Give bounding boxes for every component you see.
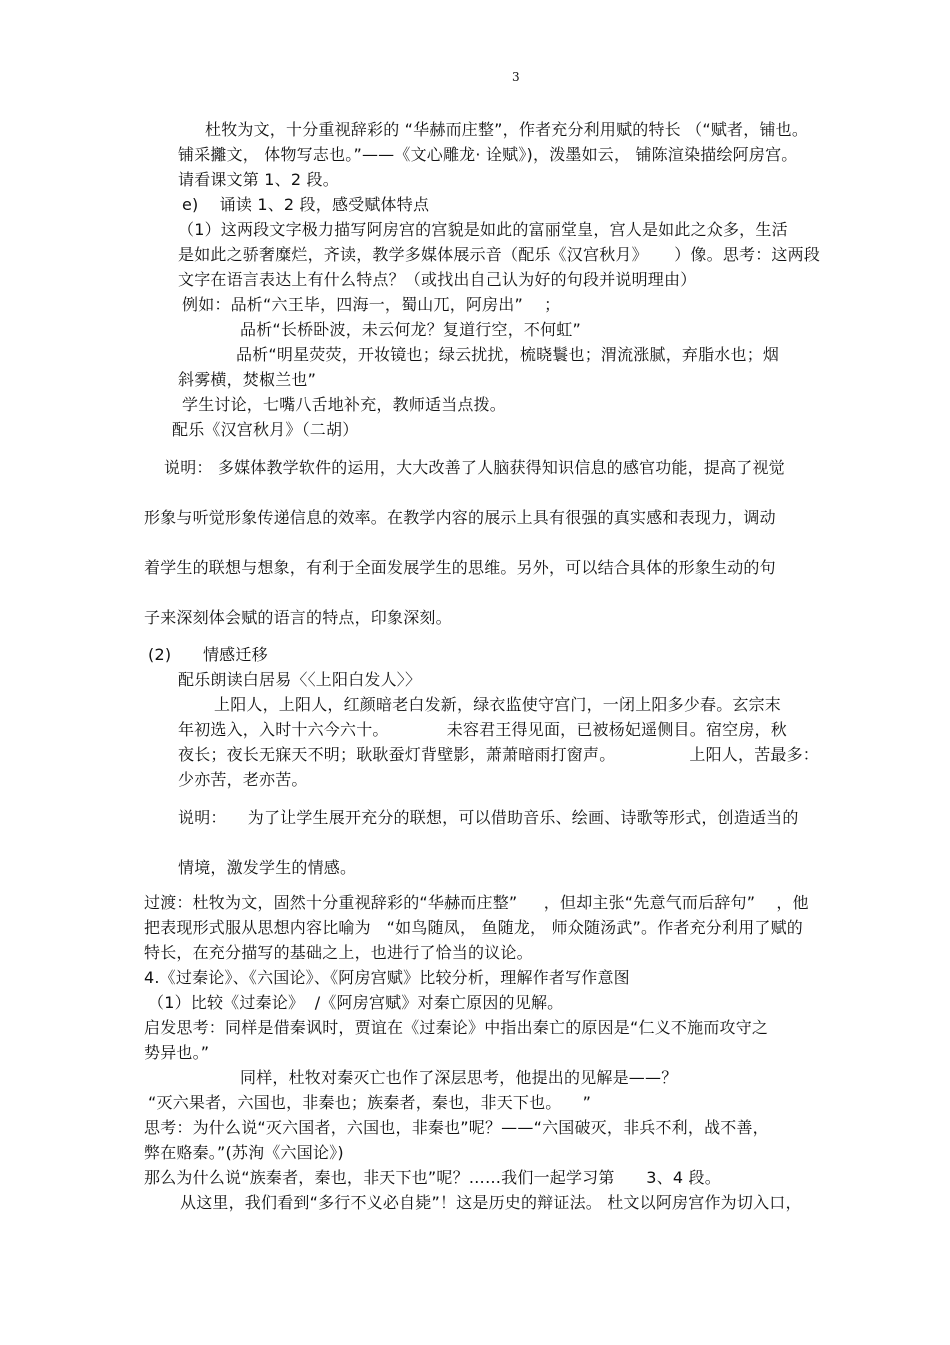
text-line: 铺采攡文， 体物写志也。”——《文心雕龙· 诠赋》)，泼墨如云， 铺陈渲染描绘阿房宫。 xyxy=(178,145,798,164)
text-line: 是如此之骄奢糜烂，齐读，教学多媒体展示音（配乐《汉宫秋月》 ）像。思考：这两段 xyxy=(178,245,821,264)
text-line: “灭六果者，六国也，非秦也；族秦者，秦也，非天下也。 ” xyxy=(148,1093,592,1112)
text-line: 把表现形式服从思想内容比喻为 “如鸟随凤， 鱼随龙， 师众随汤武”。作者充分利用了赋的 xyxy=(144,918,804,937)
text-line: 文字在语言表达上有什么特点？（或找出自己认为好的句段并说明理由） xyxy=(178,270,697,289)
text-line: 配乐《汉宫秋月》（二胡） xyxy=(172,420,359,439)
text-line: 请看课文第 1、2 段。 xyxy=(178,170,339,189)
text-line: 形象与听觉形象传递信息的效率。在教学内容的展示上具有很强的真实感和表现力，调动 xyxy=(144,508,776,527)
poem-line: 上阳人，上阳人，红颜暗老白发新，绿衣监使守宫门，一闭上阳多少春。玄宗末 xyxy=(214,695,782,714)
text-line: （1）这两段文字极力描写阿房宫的宫貌是如此的富丽堂皇，宫人是如此之众多，生活 xyxy=(178,220,788,239)
section-heading: 4.《过秦论》、《六国论》、《阿房宫赋》比较分析，理解作者写作意图 xyxy=(144,968,630,987)
text-line: 斜雾横，焚椒兰也” xyxy=(178,370,317,389)
text-line: 杜牧为文，十分重视辞彩的 “华赫而庄整”，作者充分利用赋的特长 （“赋者，铺也。 xyxy=(205,120,809,139)
text-line: 子来深刻体会赋的语言的特点，印象深刻。 xyxy=(144,608,452,627)
text-line: 势异也。” xyxy=(144,1043,210,1062)
text-line: 那么为什么说“族秦者，秦也，非天下也”呢？……我们一起学习第 3、4 段。 xyxy=(144,1168,721,1187)
text-line: 学生讨论，七嘴八舌地补充，教师适当点拨。 xyxy=(182,395,507,414)
text-line: （1）比较《过秦论》 /《阿房宫赋》对秦亡原因的见解。 xyxy=(148,993,564,1012)
text-line: 例如：品析“六王毕，四海一，蜀山兀，阿房出” ； xyxy=(182,295,561,314)
poem-line: 夜长；夜长无寐天不明；耿耿蚕灯背壁影，萧萧暗雨打窗声。 上阳人，苦最多： xyxy=(178,745,820,764)
text-line: 品析“明星荧荧，开妆镜也；绿云扰扰，梳晓鬟也；渭流涨腻，弃脂水也；烟 xyxy=(236,345,780,364)
poem-line: 少亦苦，老亦苦。 xyxy=(178,770,308,789)
text-line: 配乐朗读白居易〈〈上阳白发人〉〉 xyxy=(178,670,422,689)
section-heading: (2) 情感迁移 xyxy=(148,645,268,664)
text-line: 着学生的联想与想象，有利于全面发展学生的思维。另外，可以结合具体的形象生动的句 xyxy=(144,558,776,577)
text-line: 思考：为什么说“灭六国者，六国也，非秦也”呢？——“六国破灭，非兵不利，战不善， xyxy=(144,1118,769,1137)
text-line: e) 诵读 1、2 段，感受赋体特点 xyxy=(182,195,430,214)
text-line: 过渡：杜牧为文，固然十分重视辞彩的“华赫而庄整” ，但却主张“先意气而后辞句” ，他 xyxy=(144,893,809,912)
text-line: 说明： 多媒体教学软件的运用，大大改善了人脑获得知识信息的感官功能，提高了视觉 xyxy=(164,458,785,477)
text-line: 弊在赂秦。”(苏洵《六国论》) xyxy=(144,1143,344,1162)
text-line: 特长，在充分描写的基础之上，也进行了恰当的议论。 xyxy=(144,943,533,962)
poem-line: 年初选入，入时十六今六十。 未容君王得见面，已被杨妃遥侧目。宿空房，秋 xyxy=(178,720,787,739)
text-line: 说明： 为了让学生展开充分的联想，可以借助音乐、绘画、诗歌等形式，创造适当的 xyxy=(178,808,799,827)
text-line: 品析“长桥卧波，未云何龙？复道行空，不何虹” xyxy=(240,320,581,339)
text-line: 情境，激发学生的情感。 xyxy=(178,858,357,877)
text-line: 启发思考：同样是借秦讽时，贾谊在《过秦论》中指出秦亡的原因是“仁义不施而攻守之 xyxy=(144,1018,769,1037)
text-line: 从这里，我们看到“多行不义必自毙”！这是历史的辩证法。 杜文以阿房宫作为切入口， xyxy=(180,1193,802,1212)
text-line: 同样，杜牧对秦灭亡也作了深层思考，他提出的见解是——？ xyxy=(240,1068,678,1087)
page-number: 3 xyxy=(512,70,520,84)
